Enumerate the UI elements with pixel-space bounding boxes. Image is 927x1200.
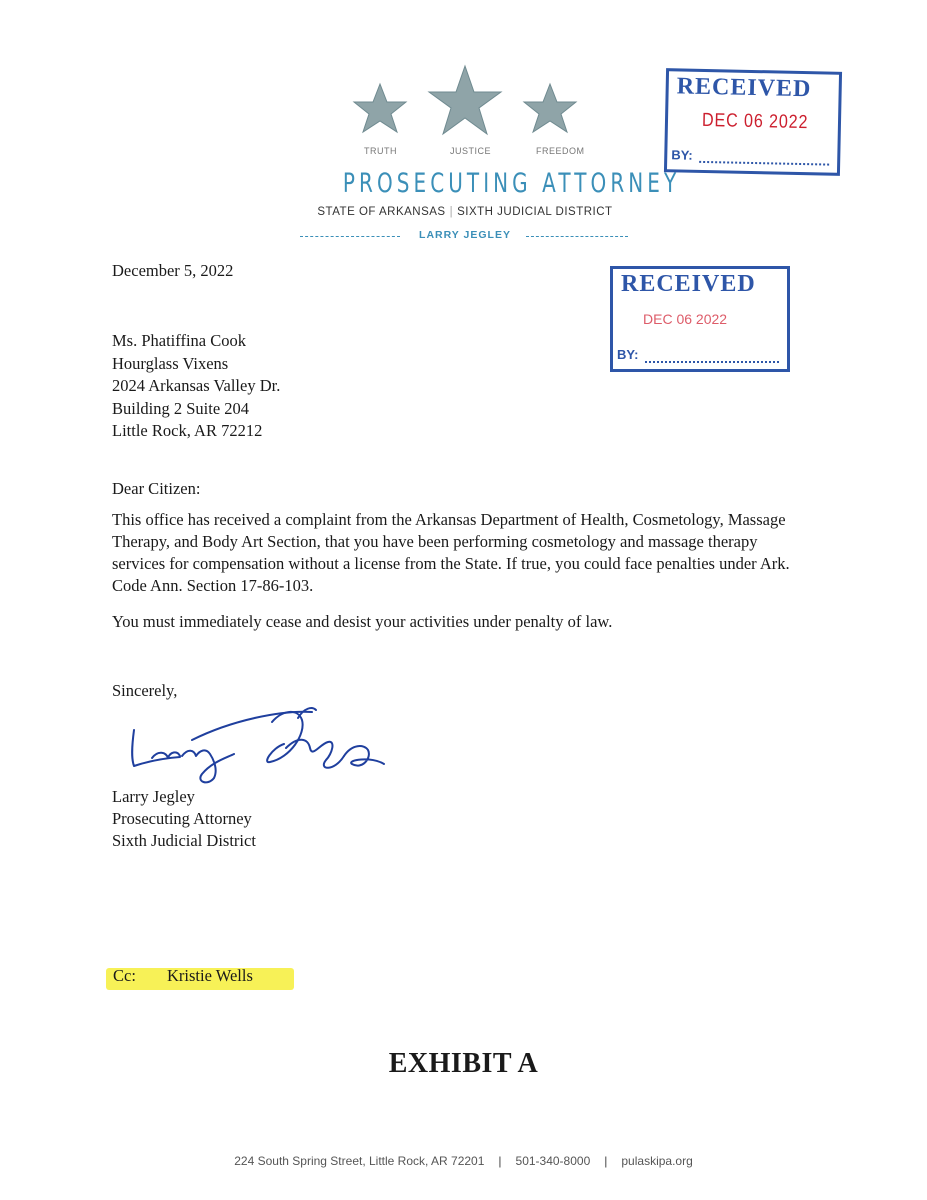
recipient-city: Little Rock, AR 72212 bbox=[112, 421, 263, 440]
signer-title: Prosecuting Attorney bbox=[112, 809, 252, 828]
letterhead-district: SIXTH JUDICIAL DISTRICT bbox=[457, 206, 613, 218]
stamp-by-label: BY: bbox=[671, 147, 693, 163]
stamp-by-line bbox=[699, 161, 829, 166]
stamp-date: DEC 06 2022 bbox=[643, 311, 728, 327]
recipient-name: Ms. Phatiffina Cook bbox=[112, 331, 246, 350]
star-label-justice: JUSTICE bbox=[450, 146, 492, 156]
footer-address: 224 South Spring Street, Little Rock, AR 72201 bbox=[234, 1154, 485, 1168]
handwritten-signature bbox=[122, 700, 392, 790]
star-icon bbox=[354, 84, 406, 132]
recipient-address bbox=[112, 330, 280, 443]
letterhead-subtitle: STATE OF ARKANSAS | SIXTH JUDICIAL DISTRICT bbox=[317, 206, 613, 218]
signer-block bbox=[112, 786, 256, 852]
exhibit-label: EXHIBIT A bbox=[388, 1048, 539, 1079]
body-paragraph-2: You must immediately cease and desist your activities under penalty of law. bbox=[112, 612, 613, 631]
stamp-by-line bbox=[645, 361, 779, 363]
footer-phone: 501-340-8000 bbox=[515, 1154, 591, 1168]
received-stamp bbox=[664, 68, 842, 176]
footer: 224 South Spring Street, Little Rock, AR 72201 | 501-340-8000 | pulaskipa.org bbox=[234, 1154, 693, 1168]
signer-name: Larry Jegley bbox=[112, 787, 195, 806]
stamp-by-label: BY: bbox=[617, 347, 639, 362]
star-icon bbox=[429, 66, 501, 134]
stamp-title: RECEIVED bbox=[621, 271, 756, 297]
recipient-company: Hourglass Vixens bbox=[112, 353, 229, 373]
body-paragraph: This office has received a complaint from the Arkansas Department of Health, Cosmetology, Massage Therapy, and Body Art Section, that you have been performing cosmetology and massage therapy services for compensation without a license from the State. If true, you could face penalties under Ark. Code Ann. Section 17-86-103. bbox=[112, 510, 790, 595]
star-icon bbox=[524, 84, 576, 132]
stamp-title: RECEIVED bbox=[676, 73, 812, 103]
stamp-date: DEC 06 2022 bbox=[701, 109, 809, 134]
cc-name: Kristie Wells bbox=[167, 966, 253, 985]
letterhead-state: STATE OF ARKANSAS bbox=[317, 206, 446, 218]
closing: Sincerely, bbox=[112, 681, 178, 700]
letterhead-name: LARRY JEGLEY bbox=[419, 229, 511, 241]
letterhead-title: PROSECUTING ATTORNEY bbox=[342, 168, 681, 199]
received-stamp-faded bbox=[610, 266, 790, 372]
recipient-suite: Building 2 Suite 204 bbox=[112, 398, 250, 418]
cc-label: Cc: bbox=[113, 966, 136, 985]
footer-website: pulaskipa.org bbox=[621, 1154, 693, 1168]
star-label-freedom: FREEDOM bbox=[536, 146, 585, 156]
letter-date: December 5, 2022 bbox=[112, 261, 234, 280]
signer-district: Sixth Judicial District bbox=[112, 831, 256, 850]
salutation: Dear Citizen: bbox=[112, 479, 201, 498]
cc-line bbox=[106, 966, 296, 990]
recipient-street: 2024 Arkansas Valley Dr. bbox=[112, 376, 281, 395]
star-label-truth: TRUTH bbox=[364, 146, 397, 156]
